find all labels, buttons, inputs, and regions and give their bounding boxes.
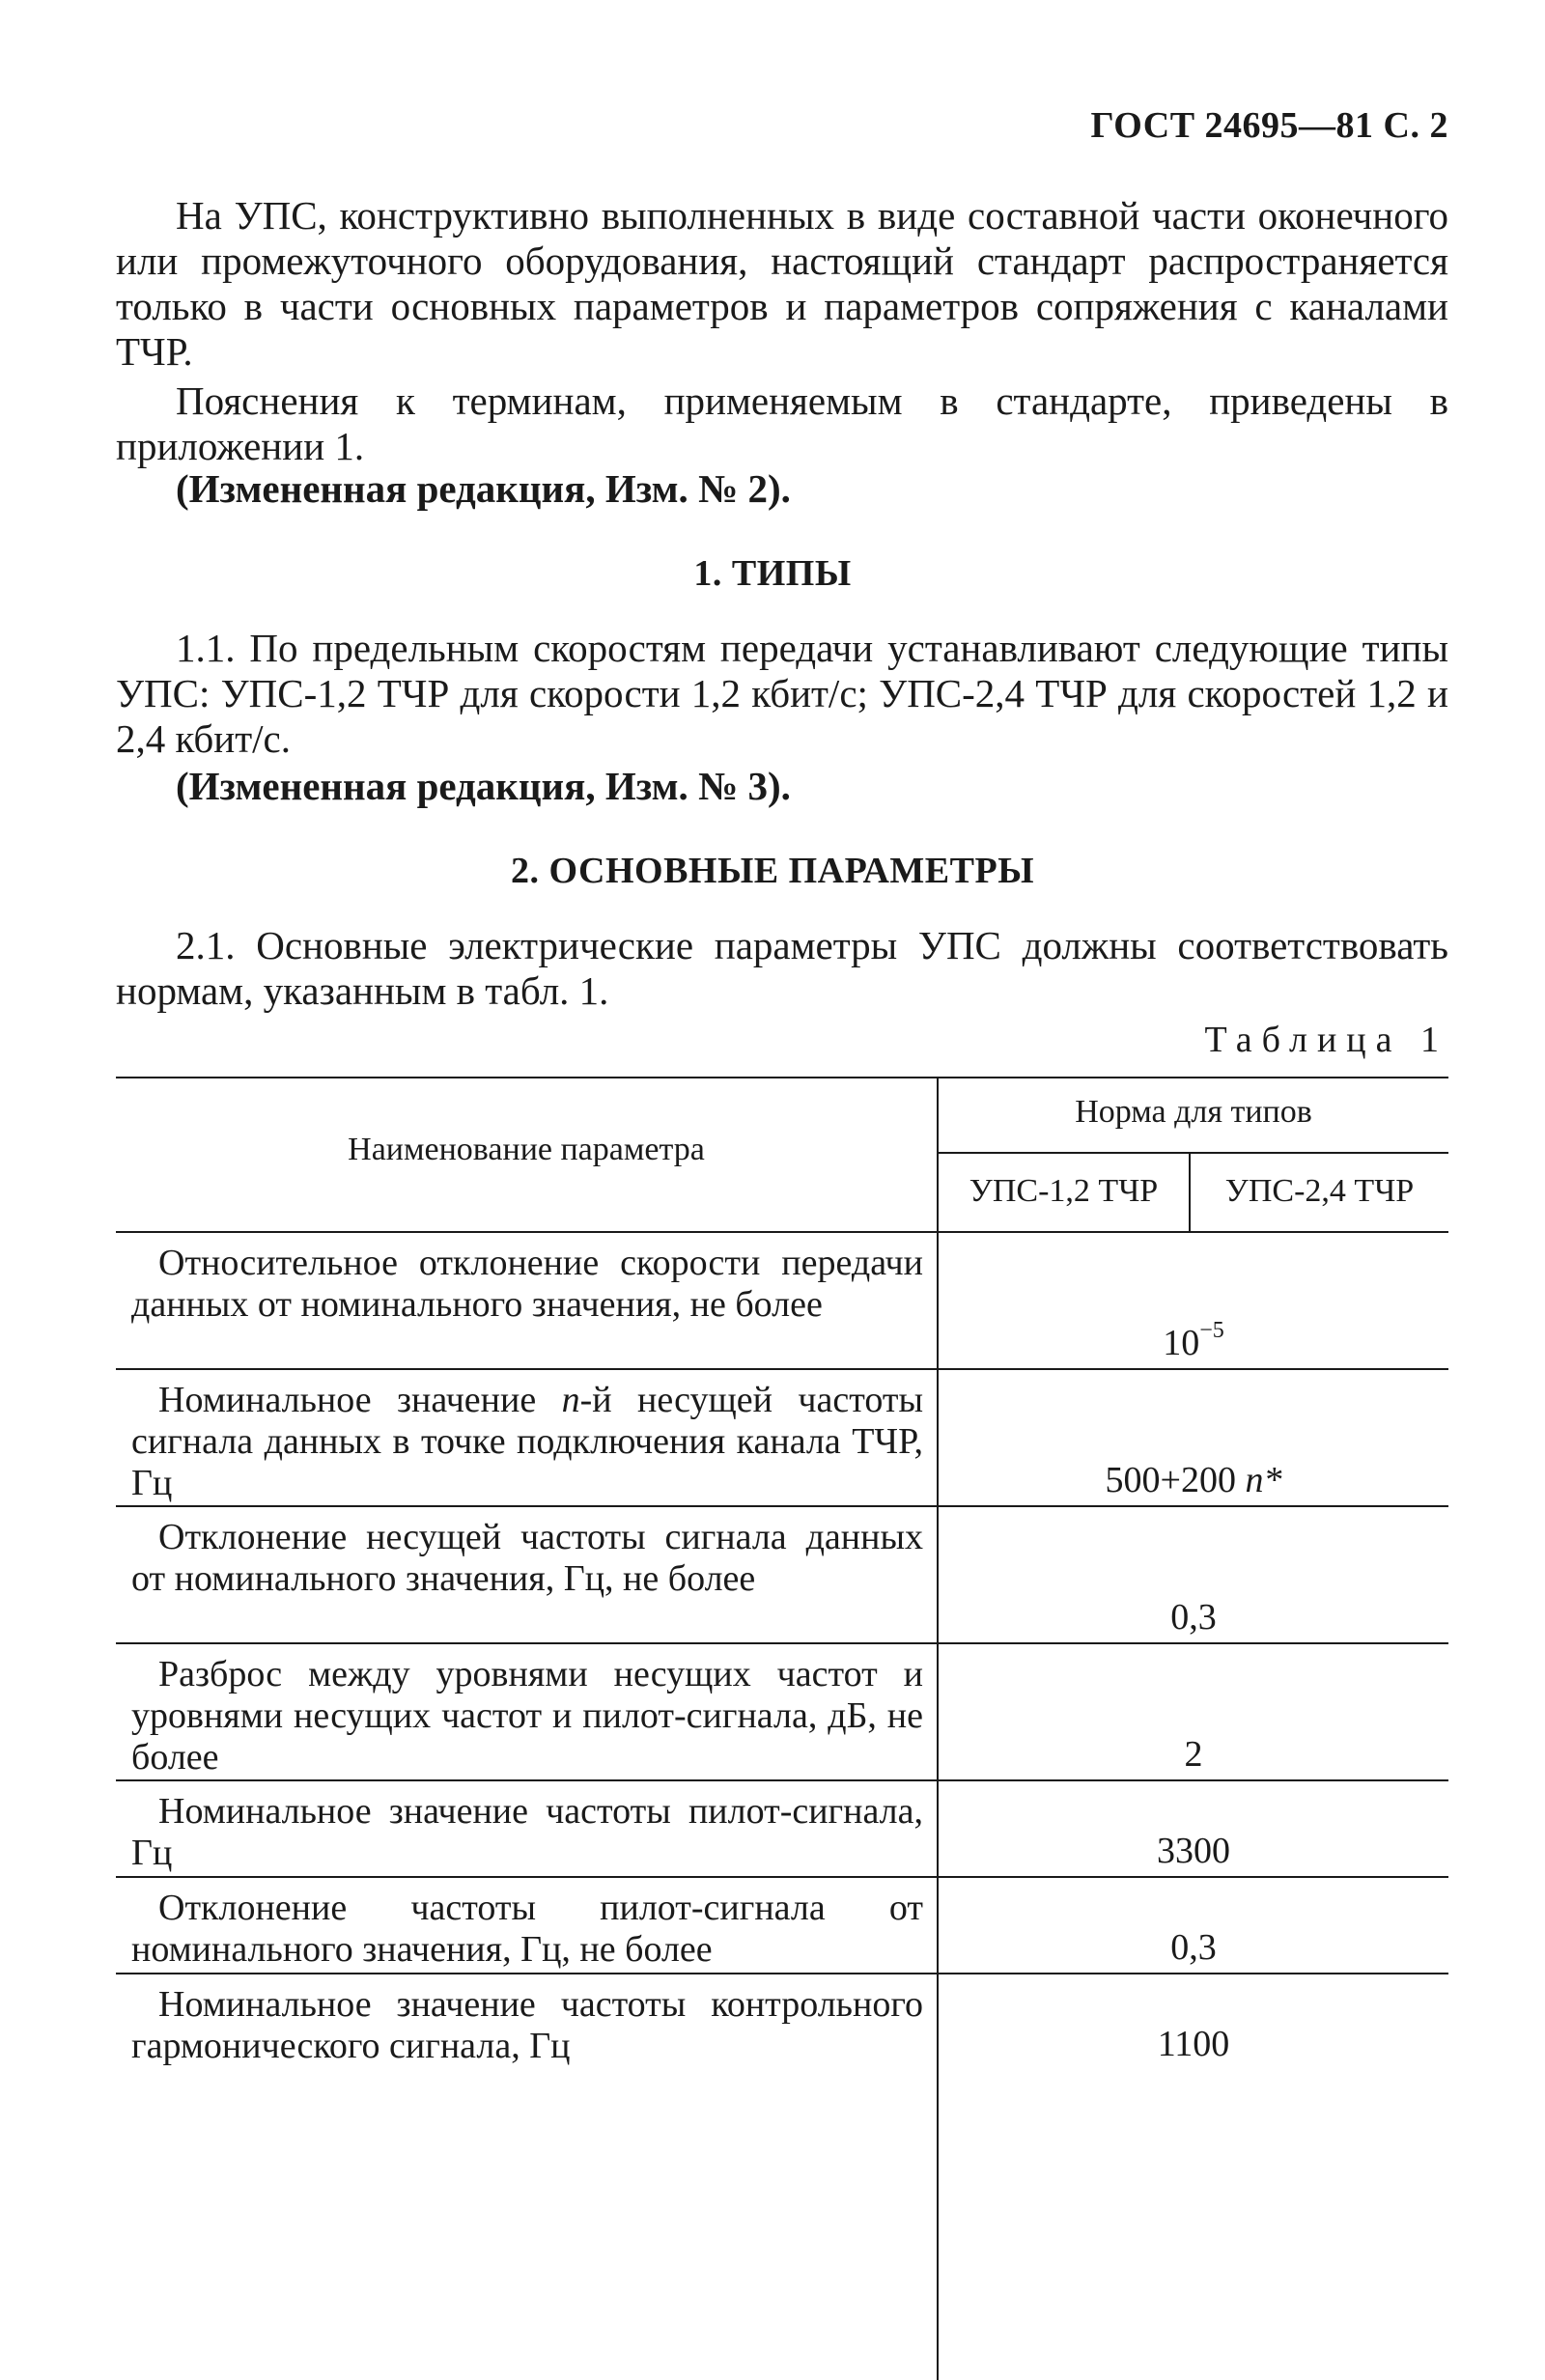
intro-paragraph-1: На УПС, конструктивно выполненных в виде составной части оконечного или промежуточного оборудования, настоящий стандарт распространяется только в части основных параметров и параметров сопряжения с каналами ТЧР.	[116, 193, 1448, 374]
header-type-2: УПС-2,4 ТЧР	[1224, 1173, 1415, 1209]
table-row-4-value: 2	[1184, 1734, 1203, 1775]
table-caption: Таблица 1	[1204, 1020, 1448, 1060]
table-top-rule	[116, 1077, 1448, 1078]
row-3-rule	[116, 1642, 1448, 1644]
table-row-5-value: 3300	[1157, 1831, 1230, 1871]
table-row-7-name: Номинальное значение частоты контрольного гармонического сигнала, Гц	[131, 1984, 923, 2066]
section-2-paragraph: 2.1. Основные электрические параметры УПС должны соответствовать нормам, указанным в табл. 1.	[116, 923, 1448, 1013]
table-row-6-name: Отклонение частоты пилот-сигнала от номинального значения, Гц, не более	[131, 1888, 923, 1970]
running-header: ГОСТ 24695—81 С. 2	[1090, 105, 1448, 146]
row-6-rule	[116, 1973, 1448, 1974]
table-row-2-name: Номинальное значение n-й несущей частоты сигнала данных в точке подключения канала ТЧР, Гц	[131, 1380, 923, 1503]
header-param-name: Наименование параметра	[348, 1132, 705, 1167]
table-row-7-value: 1100	[1157, 2024, 1230, 2064]
row-5-rule	[116, 1876, 1448, 1878]
row-4-rule	[116, 1779, 1448, 1781]
table-row-4-name: Разброс между уровнями несущих частот и уровнями несущих частот и пилот-сигнала, дБ, не более	[131, 1654, 923, 1778]
table-row-6-value: 0,3	[1170, 1927, 1217, 1968]
row-2-rule	[116, 1505, 1448, 1507]
section-2-heading: 2. ОСНОВНЫЕ ПАРАМЕТРЫ	[510, 851, 1035, 891]
intro-block	[116, 193, 1448, 469]
intro-paragraph-2: Пояснения к терминам, применяемым в стандарте, приведены в приложении 1.	[116, 378, 1448, 468]
column-divider	[937, 1077, 939, 2380]
header-type-1: УПС-1,2 ТЧР	[969, 1173, 1159, 1209]
table-row-1-value: $10^{-5}$	[1163, 1318, 1224, 1363]
table-row-1-name: Относительное отклонение скорости передачи данных от номинального значения, не более	[131, 1243, 923, 1325]
table-row-3-value: 0,3	[1170, 1597, 1217, 1638]
amendment-note-3: (Измененная редакция, Изм. № 3).	[176, 764, 791, 808]
header-sub-rule	[939, 1152, 1448, 1154]
section-1-heading: 1. ТИПЫ	[693, 553, 852, 594]
amendment-note-2: (Измененная редакция, Изм. № 2).	[176, 466, 791, 511]
row-1-rule	[116, 1368, 1448, 1370]
header-bottom-rule	[116, 1231, 1448, 1233]
table-row-2-value: 500+200 n*	[1105, 1460, 1282, 1500]
section-1-block	[116, 626, 1448, 762]
table-row-5-name: Номинальное значение частоты пилот-сигнала, Гц	[131, 1791, 923, 1873]
table-row-3-name: Отклонение несущей частоты сигнала данных от номинального значения, Гц, не более	[131, 1517, 923, 1599]
section-2-block	[116, 923, 1448, 1014]
section-1-paragraph: 1.1. По предельным скоростям передачи устанавливают следующие типы УПС: УПС-1,2 ТЧР для скорости 1,2 кбит/с; УПС-2,4 ТЧР для скоростей 1,2 и 2,4 кбит/с.	[116, 626, 1448, 761]
header-norm: Норма для типов	[1075, 1094, 1312, 1130]
